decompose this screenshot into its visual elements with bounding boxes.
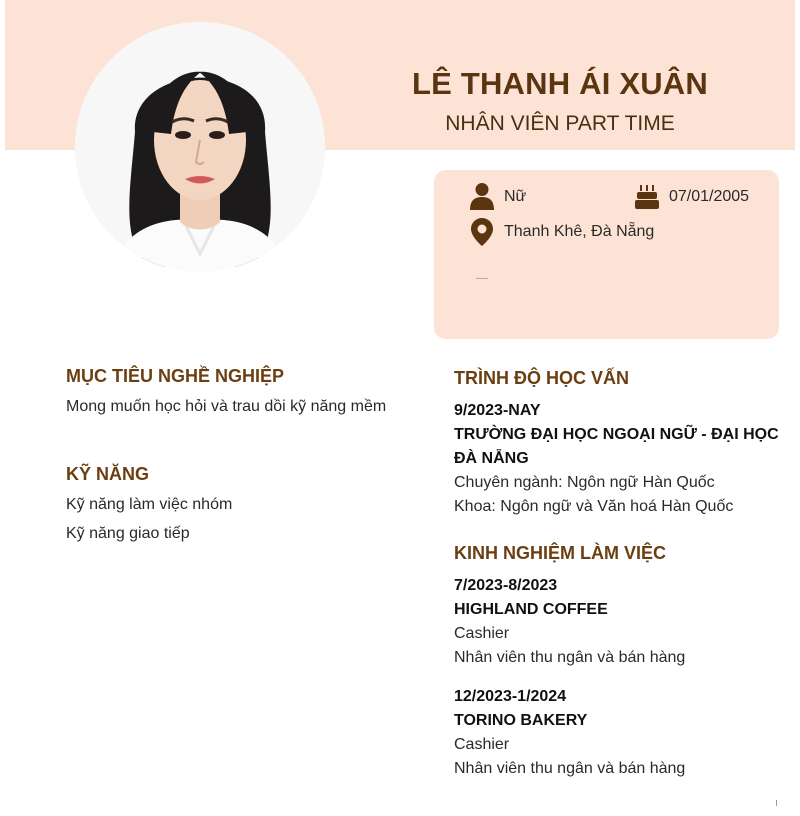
page-edge-mark (776, 800, 777, 806)
gender-value: Nữ (504, 188, 527, 205)
career-goal-text: Mong muốn học hỏi và trau dồi kỹ năng mềm (66, 398, 387, 415)
birthdate-value: 07/01/2005 (669, 188, 750, 205)
person-icon (469, 182, 495, 210)
skill-item: Kỹ năng làm việc nhóm (66, 496, 233, 513)
skill-item: Kỹ năng giao tiếp (66, 525, 190, 542)
job-company: HIGHLAND COFFEE (454, 601, 608, 618)
education-heading: TRÌNH ĐỘ HỌC VẤN (454, 368, 629, 388)
job-position: Cashier (454, 625, 510, 642)
education-major: Chuyên ngành: Ngôn ngữ Hàn Quốc (454, 474, 715, 491)
card-divider (476, 278, 488, 279)
job-company: TORINO BAKERY (454, 712, 588, 729)
job-period: 12/2023-1/2024 (454, 688, 567, 705)
portrait-illustration (75, 22, 325, 272)
profile-photo (75, 22, 325, 272)
career-goal-heading: MỤC TIÊU NGHỀ NGHIỆP (66, 366, 285, 386)
school-name: TRƯỜNG ĐẠI HỌC NGOẠI NGỮ - ĐẠI HỌC ĐÀ NẴNG (454, 426, 779, 467)
address-value: Thanh Khê, Đà Nẵng (504, 223, 655, 240)
job-period: 7/2023-8/2023 (454, 577, 558, 594)
location-pin-icon (471, 218, 493, 246)
birthday-cake-icon (634, 184, 660, 210)
skills-heading: KỸ NĂNG (66, 464, 150, 484)
education-period: 9/2023-NAY (454, 402, 541, 419)
candidate-name: LÊ THANH ÁI XUÂN (412, 66, 708, 101)
job-position: Cashier (454, 736, 510, 753)
job-title: NHÂN VIÊN PART TIME (445, 112, 675, 135)
job-description: Nhân viên thu ngân và bán hàng (454, 649, 686, 666)
experience-heading: KINH NGHIỆM LÀM VIỆC (454, 543, 667, 563)
job-description: Nhân viên thu ngân và bán hàng (454, 760, 686, 777)
education-faculty: Khoa: Ngôn ngữ và Văn hoá Hàn Quốc (454, 498, 734, 515)
